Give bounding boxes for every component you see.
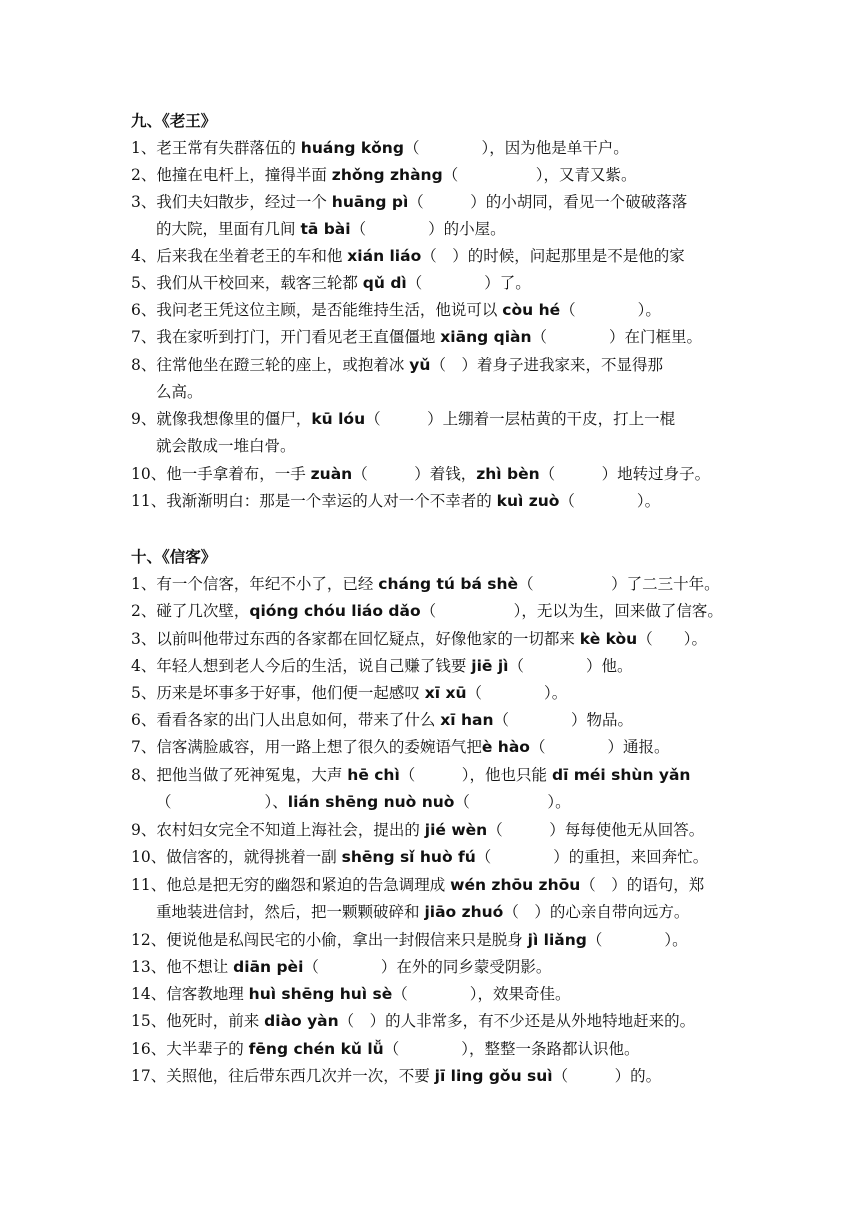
pinyin-prompt: huáng kǒng	[300, 139, 404, 157]
line-text: （ ）、	[156, 793, 288, 811]
line-text: 重地装进信封，然后，把一颗颗破碎和	[156, 903, 425, 921]
xin-ke-item-3	[131, 625, 731, 653]
line-text: 5、历来是坏事多于好事，他们便一起感叹	[131, 684, 425, 702]
pinyin-prompt: kū lóu	[311, 410, 366, 428]
line-text: （ ）。	[466, 684, 568, 702]
line-text: （ ），因为他是单干户。	[403, 139, 629, 157]
line-text: （ ）的重担，来回奔忙。	[475, 848, 709, 866]
line-text: 4、后来我在坐着老王的车和他	[131, 247, 348, 265]
line-text: （ ）的小屋。	[350, 220, 506, 238]
xin-ke-item-4	[131, 652, 731, 680]
xin-ke-item-2	[131, 597, 731, 625]
pinyin-prompt: xī han	[440, 711, 494, 729]
xin-ke-item-13	[131, 953, 731, 981]
lao-wang-item-4	[131, 242, 731, 270]
line-text: 16、大半辈子的	[131, 1040, 249, 1058]
line-text: （ ）的语句，郑	[580, 876, 705, 894]
xin-ke-item-9	[131, 816, 731, 844]
line-text: 6、我问老王凭这位主顾，是否能维持生活，他说可以	[131, 301, 503, 319]
line-text: （ ）的小胡同，看见一个破破落落	[408, 193, 688, 211]
lao-wang-item-9	[131, 405, 731, 433]
lao-wang-item-3	[131, 188, 731, 216]
pinyin-prompt: xián liáo	[347, 247, 422, 265]
line-text: （ ）了。	[406, 274, 531, 292]
line-text: （ ）。	[454, 793, 571, 811]
pinyin-prompt: zhì bèn	[476, 465, 540, 483]
line-text: （ ）每每使他无从回答。	[487, 821, 705, 839]
pinyin-prompt: huāng pì	[331, 193, 409, 211]
pinyin-prompt: cháng tú bá shè	[378, 575, 519, 593]
line-text: （ ）物品。	[493, 711, 634, 729]
line-text: 6、看看各家的出门人出息如何，带来了什么	[131, 711, 441, 729]
xin-ke-item-12	[131, 926, 731, 954]
pinyin-prompt: jī ling gǒu suì	[434, 1067, 553, 1085]
lao-wang-item-3-cont	[156, 215, 756, 243]
pinyin-prompt: jì liǎng	[527, 931, 587, 949]
line-text: 10、他一手拿着布，一手	[131, 465, 311, 483]
pinyin-prompt: zhǒng zhàng	[331, 166, 443, 184]
line-text: 13、他不想让	[131, 958, 234, 976]
line-text: 17、关照他，往后带东西几次并一次，不要	[131, 1067, 435, 1085]
lao-wang-item-6	[131, 296, 731, 324]
xin-ke-item-1	[131, 570, 731, 598]
xin-ke-item-5	[131, 679, 731, 707]
pinyin-prompt: xiāng qiàn	[440, 328, 532, 346]
line-text: 4、年轻人想到老人今后的生活，说自己赚了钱要	[131, 657, 472, 675]
line-text: （ ）着钱，	[352, 465, 477, 483]
line-text: 3、我们夫妇散步，经过一个	[131, 193, 332, 211]
lao-wang-item-8-cont	[156, 378, 756, 406]
line-text: 8、往常他坐在蹬三轮的座上，或抱着冰	[131, 356, 410, 374]
line-text: 2、碰了几次壁，	[131, 602, 250, 620]
pinyin-prompt: jiē jì	[471, 657, 509, 675]
pinyin-prompt: kè kòu	[579, 630, 638, 648]
line-text: 7、信客满脸戚容，用一路上想了很久的委婉语气把	[131, 738, 482, 756]
line-text: 3、以前叫他带过东西的各家都在回忆疑点，好像他家的一切都来	[131, 630, 580, 648]
lao-wang-item-7	[131, 323, 731, 351]
lao-wang-item-5	[131, 269, 731, 297]
xin-ke-item-6	[131, 706, 731, 734]
section-title-xin-ke: 十、《信客》	[131, 548, 217, 566]
xin-ke-item-8	[131, 761, 731, 789]
line-text: （ ）的时候，问起那里是不是他的家	[421, 247, 685, 265]
pinyin-prompt: jié wèn	[424, 821, 488, 839]
line-text: 的大院，里面有几间	[156, 220, 301, 238]
pinyin-prompt: fēng chén kǔ lǚ	[248, 1040, 384, 1058]
xin-ke-item-11-cont	[156, 898, 756, 926]
xin-ke-item-14	[131, 980, 731, 1008]
line-text: 1、老王常有失群落伍的	[131, 139, 301, 157]
line-text: 1、有一个信客，年纪不小了，已经	[131, 575, 379, 593]
line-text: （ ）在门框里。	[531, 328, 703, 346]
line-text: 15、他死时，前来	[131, 1012, 265, 1030]
line-text: （ ），又青又紫。	[442, 166, 637, 184]
section-title-lao-wang: 九、《老王》	[131, 112, 217, 130]
line-text: （ ）的。	[552, 1067, 662, 1085]
xin-ke-item-16	[131, 1035, 731, 1063]
lao-wang-item-1	[131, 134, 731, 162]
lao-wang-item-11	[131, 487, 731, 515]
line-text: （ ），效果奇佳。	[392, 985, 571, 1003]
line-text: （ ）。	[637, 630, 707, 648]
line-text: 12、便说他是私闯民宅的小偷，拿出一封假信来只是脱身	[131, 931, 528, 949]
pinyin-prompt: yǔ	[409, 356, 431, 374]
line-text: 11、他总是把无穷的幽怨和紧迫的告急调理成	[131, 876, 451, 894]
line-text: （ ）。	[560, 301, 661, 319]
line-text: （ ）。	[559, 492, 661, 510]
pinyin-prompt: huì shēng huì sè	[248, 985, 393, 1003]
pinyin-prompt: shēng sǐ huò fú	[341, 848, 476, 866]
line-text: （ ）在外的同乡蒙受阴影。	[303, 958, 552, 976]
line-text: （ ）了二三十年。	[518, 575, 720, 593]
xin-ke-item-11	[131, 871, 731, 899]
line-text: 10、做信客的，就得挑着一副	[131, 848, 342, 866]
pinyin-prompt: qǔ dì	[362, 274, 407, 292]
line-text: 么高。	[156, 383, 203, 401]
pinyin-prompt: wén zhōu zhōu	[450, 876, 581, 894]
xin-ke-item-7	[131, 733, 731, 761]
pinyin-prompt: zuàn	[310, 465, 353, 483]
line-text: 9、就像我想像里的僵尸，	[131, 410, 312, 428]
pinyin-prompt: còu hé	[502, 301, 561, 319]
pinyin-prompt: diān pèi	[233, 958, 304, 976]
line-text: （ ）通报。	[529, 738, 670, 756]
line-text: （ ）的人非常多，有不少还是从外地特地赶来的。	[338, 1012, 696, 1030]
line-text: （ ）。	[586, 931, 688, 949]
line-text: 9、农村妇女完全不知道上海社会，提出的	[131, 821, 425, 839]
xin-ke-item-8-cont	[156, 788, 756, 816]
xin-ke-item-15	[131, 1007, 731, 1035]
xin-ke-item-10	[131, 843, 731, 871]
xin-ke-item-17	[131, 1062, 731, 1090]
pinyin-prompt: hē chì	[347, 766, 400, 784]
line-text: （ ），整整一条路都认识他。	[383, 1040, 640, 1058]
line-text: 14、信客教地理	[131, 985, 249, 1003]
pinyin-prompt: lián shēng nuò nuò	[287, 793, 455, 811]
line-text: 就会散成一堆白骨。	[156, 437, 296, 455]
line-text: 7、我在家听到打门，开门看见老王直僵僵地	[131, 328, 441, 346]
pinyin-prompt: jiāo zhuó	[424, 903, 504, 921]
line-text: 11、我渐渐明白：那是一个幸运的人对一个不幸者的	[131, 492, 497, 510]
lao-wang-item-2	[131, 161, 731, 189]
pinyin-prompt: xī xū	[424, 684, 467, 702]
pinyin-prompt: dī méi shùn yǎn	[551, 766, 691, 784]
line-text: （ ）地转过身子。	[539, 465, 711, 483]
pinyin-prompt: kuì zuò	[496, 492, 560, 510]
lao-wang-item-10	[131, 460, 731, 488]
line-text: （ ）他。	[508, 657, 633, 675]
line-text: （ ）的心亲自带向远方。	[503, 903, 690, 921]
pinyin-prompt: tā bài	[300, 220, 351, 238]
pinyin-prompt: qióng chóu liáo dǎo	[249, 602, 421, 620]
lao-wang-item-9-cont	[156, 432, 756, 460]
lao-wang-item-8	[131, 351, 731, 379]
line-text: 8、把他当做了死神冤鬼，大声	[131, 766, 348, 784]
line-text: 2、他撞在电杆上，撞得半面	[131, 166, 332, 184]
line-text: （ ）着身子进我家来，不显得那	[430, 356, 663, 374]
pinyin-prompt: diào yàn	[264, 1012, 339, 1030]
line-text: （ ）上绷着一层枯黄的干皮，打上一棍	[365, 410, 676, 428]
line-text: 5、我们从干校回来，载客三轮都	[131, 274, 363, 292]
pinyin-prompt: è hào	[481, 738, 530, 756]
line-text: （ ），他也只能	[399, 766, 552, 784]
line-text: （ ），无以为生，回来做了信客。	[420, 602, 723, 620]
